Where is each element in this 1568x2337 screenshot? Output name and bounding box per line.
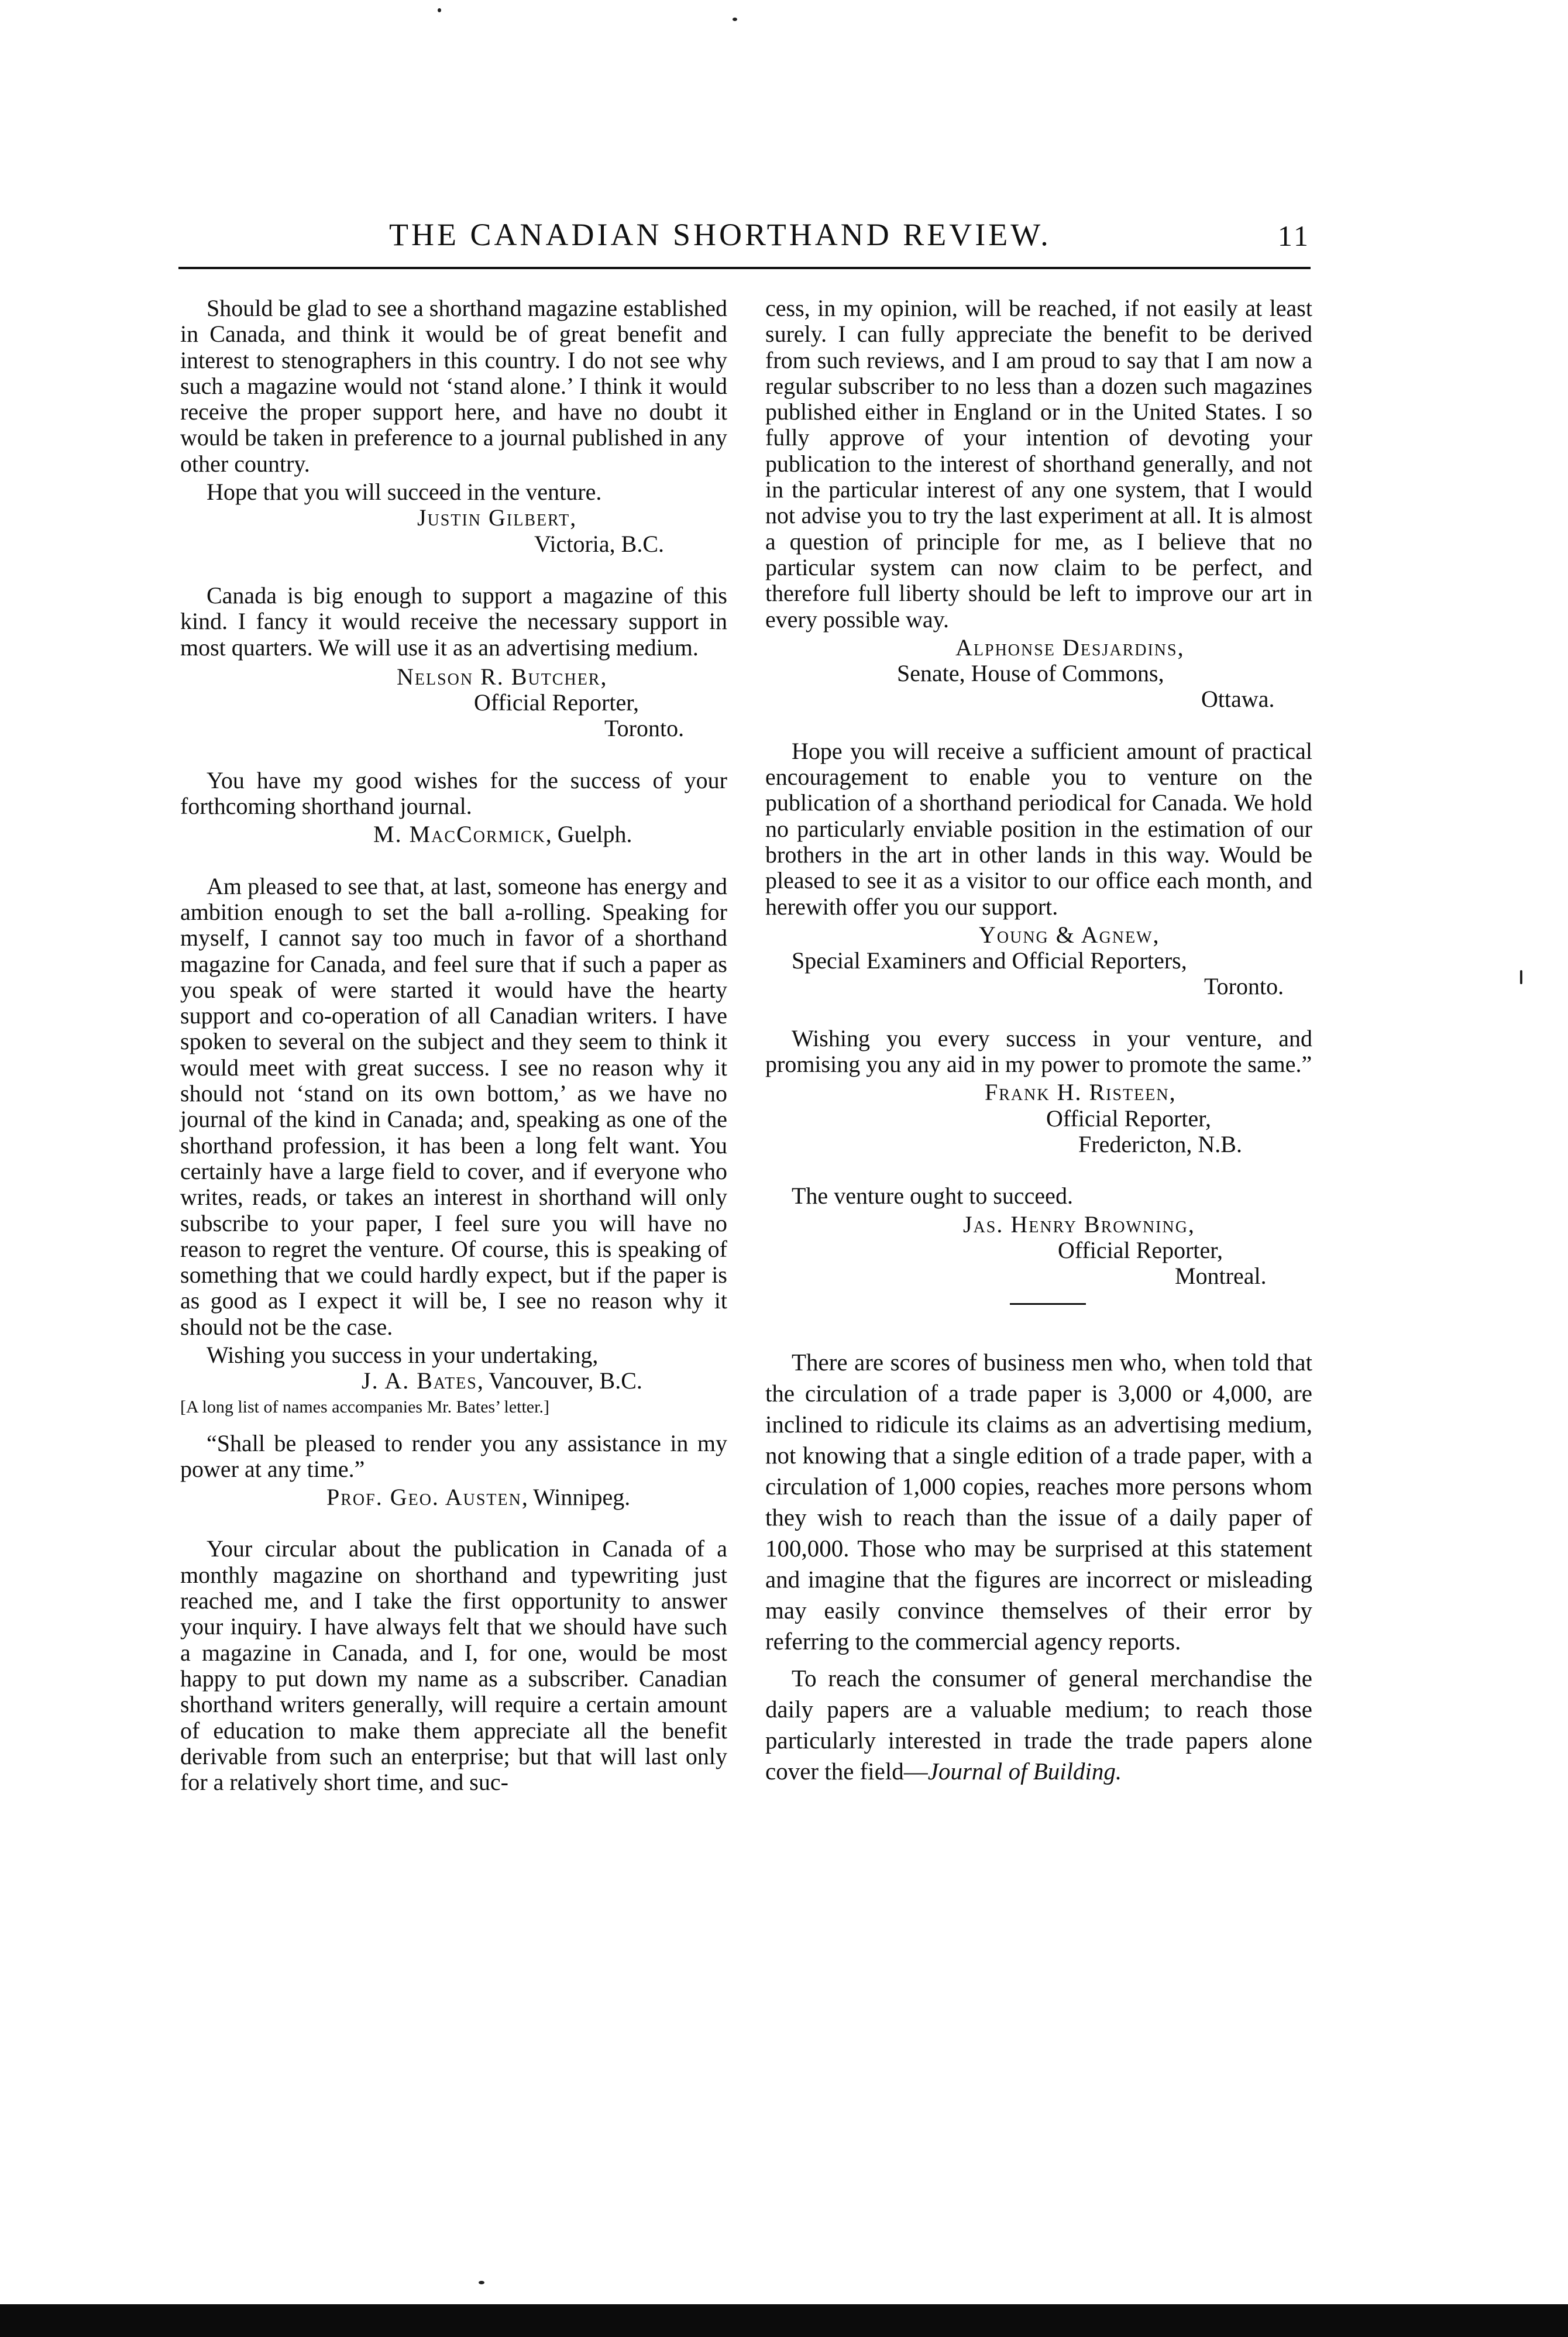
signature-place: Fredericton, N.B. [1078, 1130, 1242, 1157]
signature-name: J. A. Bates [362, 1367, 477, 1394]
article-text: To reach the consumer of general merchandise the daily papers are a valuable medium; to reach those particularly interested in trade the trade papers alone cover the field— [765, 1665, 1312, 1785]
page-number: 11 [1277, 219, 1311, 252]
letter-text: Your circular about the publication in Canada of a monthly magazine on shorthand and typewriting just reached me, and I take the first opportunity to answer your inquiry. I have always felt that we should have such a magazine in Canada, and I, for one, would be most happy to put down my name as a subscriber. Canadian shorthand writers generally, will require a certain amount of education to make them appreciate all the benefit derivable from such an enterprise; but that will last only for a relatively short time, and suc- [180, 1535, 727, 1796]
section-divider [1010, 1303, 1086, 1305]
signature-place: Victoria, B.C. [534, 530, 665, 557]
signature-name: Prof. Geo. Austen [326, 1484, 522, 1511]
scan-speck [1520, 970, 1522, 984]
letter-text: cess, in my opinion, will be reached, if not easily at least surely. I can fully appreciate the benefit to be derived from such reviews, and I am proud to say that I am now a regular subscriber to no less than a dozen such magazines published either in England or in the United States. I so fully approve of your intention of devoting your publication to the interest of shorthand generally, and not in the particular interest of any one system, that I would not advise you to try the last experiment at all. It is almost a question of principle for me, as I believe that no particular system can now claim to be perfect, and therefore full liberty should be left to improve our art in every possible way. [765, 295, 1312, 633]
letter-text: You have my good wishes for the success of your forthcoming shorthand journal. [180, 767, 727, 820]
letter-butcher [180, 583, 727, 742]
letter-risteen [765, 1026, 1312, 1157]
signature-title: Official Reporter, [1058, 1236, 1223, 1263]
article-paragraph [765, 1663, 1312, 1787]
letter-maccormick [180, 768, 727, 848]
letter-text: Hope you will receive a sufficient amount of practical encouragement to enable you to venture on the publication of a shorthand periodical for Canada. We hold no particularly enviable position in the estimation of our brothers in the art in other lands in this way. Would be pleased to see it as a visitor to our office each month, and herewith offer you our support. [765, 737, 1312, 920]
letter-browning [765, 1183, 1312, 1289]
signature-name: Jas. Henry Browning, [963, 1211, 1195, 1238]
signature-place: Ottawa. [1201, 686, 1275, 713]
left-column [180, 295, 727, 1795]
letter-closing: Wishing you success in your undertaking, [207, 1341, 599, 1368]
letter-text: The venture ought to succeed. [792, 1183, 1073, 1209]
signature-place: Toronto. [604, 715, 685, 742]
signature-title: Senate, House of Commons, [897, 660, 1164, 687]
scan-bottom-edge [0, 2304, 1568, 2337]
signature-name: Justin Gilbert, [417, 504, 577, 531]
letter-text: “Shall be pleased to render you any assistance in my power at any time.” [180, 1429, 727, 1482]
letter-young-agnew [765, 738, 1312, 1000]
trade-paper-article [765, 1347, 1312, 1787]
signature-place: , Guelph. [545, 821, 632, 848]
scan-speck [733, 18, 737, 21]
signature-name: M. MacCormick [373, 821, 546, 848]
right-column [765, 295, 1312, 1787]
letter-text: Should be glad to see a shorthand magazine established in Canada, and think it would be of great benefit and interest to stenographers in this country. I do not see why such a magazine would not ‘stand alone.’ I think it would receive the proper support here, and have no doubt it would be taken in preference to a journal published in any other country. [180, 295, 727, 477]
letter-text: Am pleased to see that, at last, someone has energy and ambition enough to set the ball a-rolling. Speaking for myself, I cannot say too much in favor of a shorthand magazine for Canada, and feel sure that if such a paper as you speak of were started it would have the hearty support and co-operation of all Canadian writers. I have spoken to several on the subject and they seem to think it would meet with great success. I see no reason why it should not ‘stand on its own bottom,’ as we have no journal of the kind in Canada; and, speaking as one of the shorthand profession, it has been a long felt want. You certainly have a large field to cover, and if everyone who writes, reads, or takes an interest in shorthand will only subscribe to your paper, I feel sure you will have no reason to regret the venture. Of course, this is speaking of something that we could hardly expect, but if the paper is as good as I expect it will be, I see no reason why it should not be the case. [180, 872, 727, 1340]
scan-speck [479, 2281, 484, 2284]
editor-note: [A long list of names accompanies Mr. Bates’ letter.] [180, 1397, 549, 1417]
header-rule [178, 267, 1311, 269]
letter-desjardins-start [180, 1536, 727, 1795]
letter-austen [180, 1431, 727, 1511]
signature-place: , Winnipeg. [521, 1484, 631, 1511]
scan-speck [438, 8, 441, 12]
signature-title: Official Reporter, [474, 689, 639, 716]
signature-place: , Vancouver, B.C. [477, 1367, 642, 1394]
letter-closing: Hope that you will succeed in the venture. [207, 479, 602, 506]
letter-text: Wishing you every success in your venture, and promising you any aid in my power to promote the same.” [765, 1025, 1312, 1078]
letter-desjardins-end [765, 295, 1312, 713]
signature-place: Montreal. [1175, 1263, 1267, 1290]
signature-name: Frank H. Risteen, [985, 1079, 1177, 1106]
signature-title: Special Examiners and Official Reporters, [792, 947, 1187, 974]
letter-bates [180, 874, 727, 1420]
article-paragraph: There are scores of business men who, when told that the circulation of a trade paper is 3,000 or 4,000, are inclined to ridicule its claims as an advertising medium, not knowing that a single edition of a trade paper, with a circulation of 1,000 copies, reaches more persons whom they wish to reach than the issue of a daily paper of 100,000. Those who may be surprised at this statement and imagine that the figures are incorrect or misleading may easily convince themselves of their error by referring to the commercial agency reports. [765, 1349, 1312, 1655]
article-source: Journal of Building. [927, 1758, 1122, 1785]
signature-name: Alphonse Desjardins, [955, 634, 1185, 661]
signature-place: Toronto. [1204, 973, 1284, 1000]
signature-name: Young & Agnew, [979, 921, 1160, 948]
signature-title: Official Reporter, [1046, 1105, 1211, 1132]
signature-name: Nelson R. Butcher, [397, 663, 608, 690]
running-header [178, 211, 1311, 269]
letter-gilbert [180, 295, 727, 557]
letter-text: Canada is big enough to support a magazine of this kind. I fancy it would receive the necessary support in most quarters. We will use it as an advertising medium. [180, 582, 727, 661]
journal-title: THE CANADIAN SHORTHAND REVIEW. [389, 217, 1051, 252]
